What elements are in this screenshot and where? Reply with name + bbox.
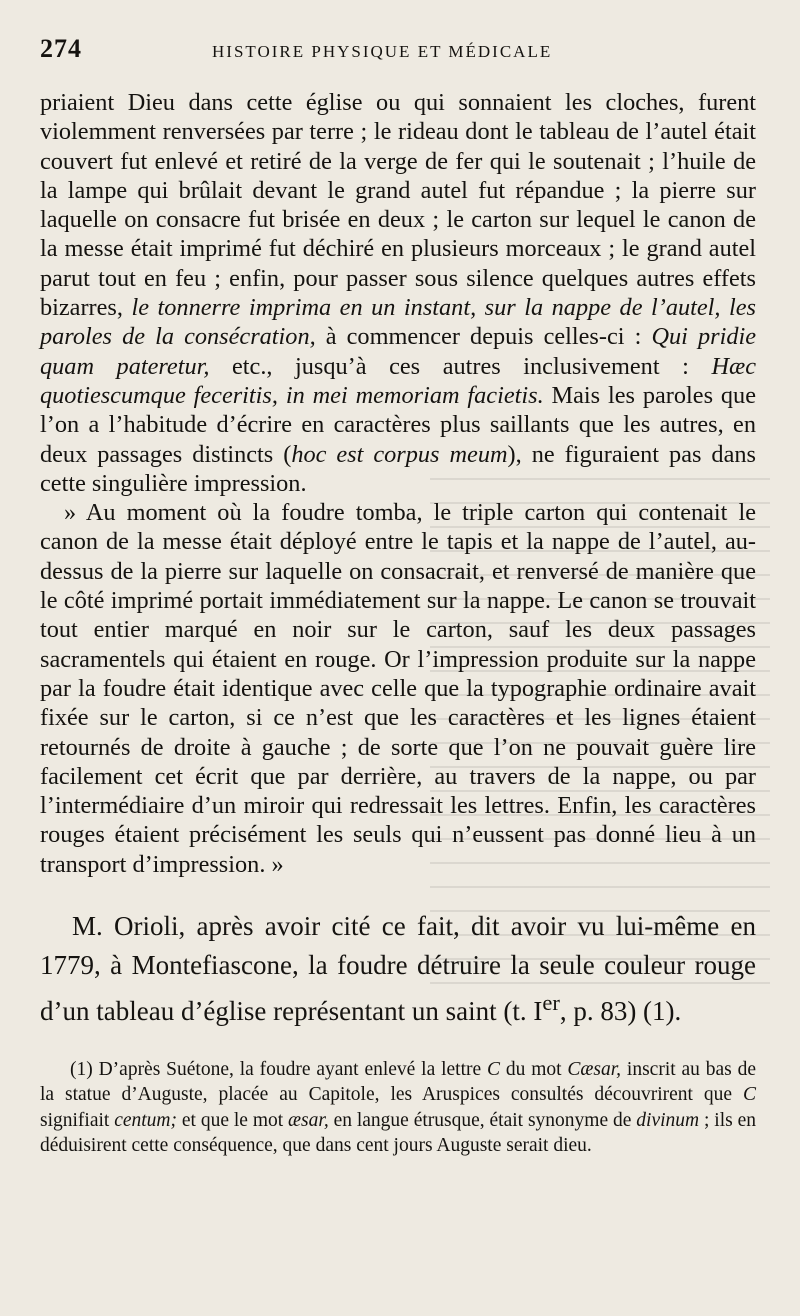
paragraph-3-text-2: , p. 83) (1). [559,996,682,1027]
footnote-italic-6: divinum [636,1109,700,1131]
paragraph-1-text-1: priaient Dieu dans cette église ou qui sonnaient les cloches, furent violemment renversées par terre ; le rideau dont le tableau de l’autel était couvert fut enlevé et retiré de la verge de fer qui le soutenait ; l’huile de la lampe qui brûlait devant le grand autel fut répandue ; la pierre sur laquelle on consacre fut brisée en deux ; le carton sur lequel le canon de la messe était imprimé fut déchiré en plusieurs morceaux ; le grand autel parut tout en feu ; enfin, pour passer sous silence quelques autres effets bizarres, [40,89,756,322]
paragraph-1-text-5: ), ne figuraient pas dans cette singulière impression. [40,440,756,497]
paragraph-1-text-3: etc., jusqu’à ces autres inclusivement : [209,352,712,380]
footnote [40,1057,756,1159]
paragraph-1-italic-4: hoc est corpus meum [291,440,508,468]
footnote-italic-3: C [742,1084,756,1106]
paragraph-3-superscript: er [542,990,560,1016]
footnote-text-5: et que le mot [177,1109,289,1131]
paragraph-1 [40,88,756,498]
paragraph-1-italic-2: Qui pridie quam pateretur, [40,323,757,380]
page-number: 274 [40,34,82,63]
footnote-text-7: ; ils en déduisirent cette conséquence, que dans cent jours Auguste serait dieu. [40,1109,757,1157]
footnote-text-1: (1) D’après Suétone, la foudre ayant enlevé la lettre [70,1058,487,1080]
paragraph-1-italic-3: Hæc quotiescumque feceritis, in mei memoriam facietis. [40,352,756,409]
footnote-italic-4: centum; [114,1109,178,1131]
paragraph-3-text-1: M. Orioli, après avoir cité ce fait, dit avoir vu lui-même en 1779, à Montefiascone, la foudre détruire la seule couleur rouge d’un tableau d’église représentant un saint (t. I [40,911,756,1027]
footnote-italic-5: æsar, [288,1109,329,1131]
paragraph-2: » Au moment où la foudre tomba, le triple carton qui contenait le canon de la messe était déployé entre le tapis et la nappe de l’autel, au-dessus de la pierre sur laquelle on consacrait, et renversé de manière que le côté imprimé portait immédiatement sur la nappe. Le canon se trouvait tout entier marqué en noir sur le carton, sauf les deux passages sacramentels qui étaient en rouge. Or l’impression produite sur la nappe par la foudre était identique avec celle que la typographie ordinaire avait fixée sur le carton, si ce n’est que les caractères et les lignes étaient retournés de droite à gauche ; de sorte que l’on ne pouvait guère lire facilement cet écrit que par derrière, au travers de la nappe, ou par l’intermédiaire d’un miroir qui redressait les lettres. Enfin, les caractères rouges étaient précisément les seuls qui n’eussent pas donné lieu à un transport d’impression. » [40,499,756,878]
running-head: HISTOIRE PHYSIQUE ET MÉDICALE [212,42,553,61]
footnote-text-6: en langue étrusque, était synonyme de [328,1109,637,1131]
footnote-text-4: signifiait [40,1109,115,1131]
footnote-text-2: du mot [500,1058,568,1080]
footnote-italic-2: Cæsar, [567,1058,622,1080]
paragraph-1-text-4: Mais les paroles que l’on a l’habitude d’écrire en caractères plus saillants que les autres, en deux passages distincts ( [40,381,756,468]
paragraph-1-text-2: à commencer depuis celles-ci : [315,323,652,351]
footnote-italic-1: C [487,1058,501,1080]
footnote-text-3: inscrit au bas de la statue d’Auguste, placée au Capitole, les Aruspices consultés découvrirent que [40,1058,757,1106]
page-header [40,34,756,74]
paragraph-1-italic-1: le tonnerre imprima en un instant, sur la nappe de l’autel, les paroles de la consécration, [40,294,756,351]
paragraph-3 [40,907,756,1031]
